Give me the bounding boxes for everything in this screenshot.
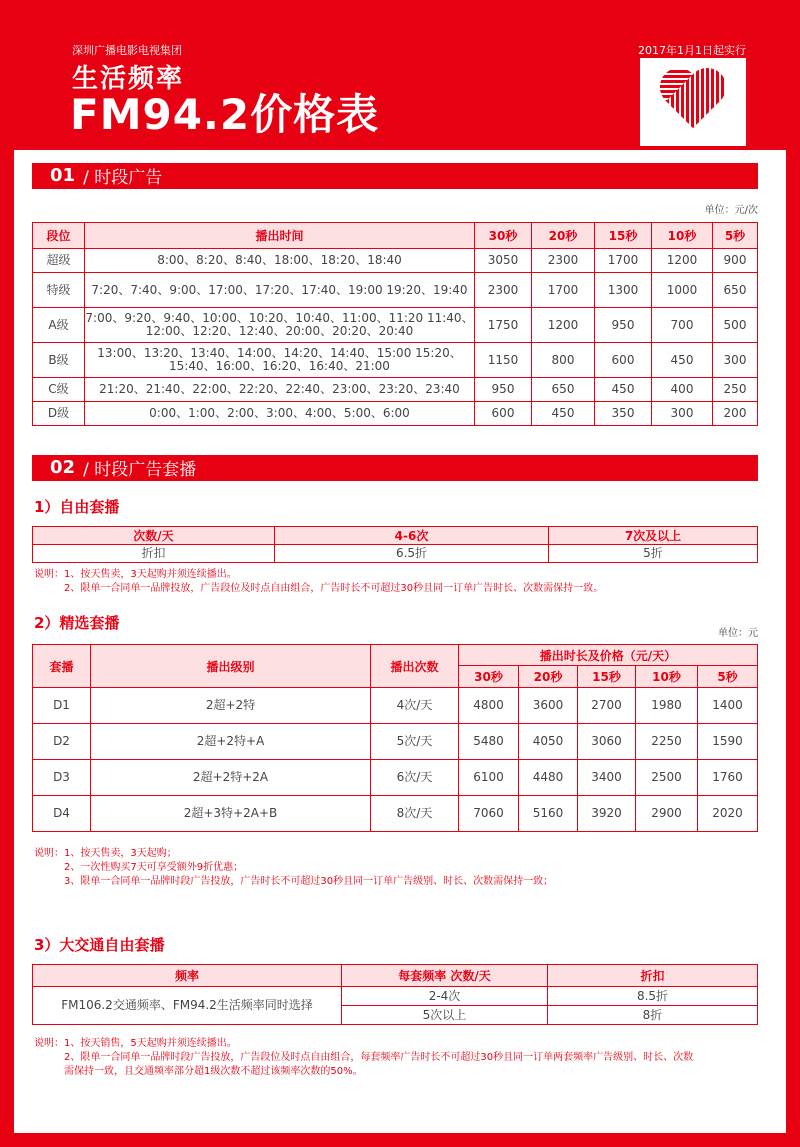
table-row	[33, 249, 758, 273]
section-02-bar	[32, 455, 758, 479]
table-cell: 2020	[698, 796, 758, 832]
table-cell: 2250	[636, 724, 698, 760]
table-header: 播出时间	[85, 223, 475, 249]
table-cell: 5次以上	[342, 1006, 548, 1025]
table-cell: 3060	[578, 724, 636, 760]
table-header: 20秒	[519, 666, 578, 688]
table-header: 20秒	[532, 223, 595, 249]
table-cell: 300	[652, 402, 713, 426]
table-header: 30秒	[459, 666, 519, 688]
table-header: 30秒	[475, 223, 532, 249]
traffic-package-notes	[34, 1037, 693, 1079]
table-cell: 8次/天	[371, 796, 459, 832]
table-header: 折扣	[548, 965, 758, 987]
table-cell: 800	[532, 343, 595, 378]
note-line: 2、限单一合同单一品牌时段广告投放，广告段位及时点自由组合，每套频率广告时长不可超过30秒且同一订单两套频率广告级别、时长、次数	[64, 1052, 694, 1063]
table-cell: 1760	[698, 760, 758, 796]
header-banner	[14, 0, 786, 150]
table-row	[33, 688, 758, 724]
table-cell: 450	[652, 343, 713, 378]
table-cell: 950	[475, 378, 532, 402]
table-cell: 3600	[519, 688, 578, 724]
table-cell: 1590	[698, 724, 758, 760]
table-row	[33, 402, 758, 426]
table-cell: 7060	[459, 796, 519, 832]
table-cell: 4050	[519, 724, 578, 760]
table-cell: 3050	[475, 249, 532, 273]
table-cell: FM106.2交通频率、FM94.2生活频率同时选择	[33, 987, 342, 1025]
table-header: 播出次数	[371, 645, 459, 688]
table-cell: 250	[713, 378, 758, 402]
table-cell: 6100	[459, 760, 519, 796]
table-header: 15秒	[595, 223, 652, 249]
select-package-heading: 2）精选套播	[34, 614, 120, 632]
table-header: 频率	[33, 965, 342, 987]
section-number: 01	[50, 164, 76, 186]
slot-price-table	[32, 222, 758, 426]
section-number: 02	[50, 456, 76, 478]
table-cell: 700	[652, 308, 713, 343]
table-header: 每套频率 次数/天	[342, 965, 548, 987]
table-cell: 4次/天	[371, 688, 459, 724]
table-cell: 1980	[636, 688, 698, 724]
section-01-bar	[32, 163, 758, 187]
table-cell: 8:00、8:20、8:40、18:00、18:20、18:40	[85, 249, 475, 273]
table-cell: 4480	[519, 760, 578, 796]
table-cell: D3	[33, 760, 91, 796]
table-cell: 5480	[459, 724, 519, 760]
note-line: 说明：1、按天售卖，3天起购；	[34, 848, 177, 859]
free-package-notes	[34, 568, 603, 596]
table-cell: 1200	[532, 308, 595, 343]
table-cell: 2500	[636, 760, 698, 796]
free-package-table	[32, 526, 758, 563]
table-cell: 6次/天	[371, 760, 459, 796]
select-package-notes	[34, 847, 553, 889]
table-cell: D2	[33, 724, 91, 760]
table-cell: D4	[33, 796, 91, 832]
table-header: 播出级别	[91, 645, 371, 688]
table-cell: B级	[33, 343, 85, 378]
table-cell: 2超+2特	[91, 688, 371, 724]
qr-code-icon	[640, 58, 746, 146]
table-header: 5秒	[698, 666, 758, 688]
table-header: 7次及以上	[549, 527, 758, 545]
table-cell: 2超+2特+2A	[91, 760, 371, 796]
table-header: 10秒	[636, 666, 698, 688]
table-header: 10秒	[652, 223, 713, 249]
table-cell: 5次/天	[371, 724, 459, 760]
section-title: / 时段广告	[83, 167, 163, 188]
table-cell: D级	[33, 402, 85, 426]
table-cell: 450	[532, 402, 595, 426]
table-cell: 7:20、7:40、9:00、17:00、17:20、17:40、19:00 19:20、19:40	[85, 273, 475, 308]
note-line: 说明：1、按天售卖，3天起购并须连续播出。	[34, 569, 237, 580]
table-row	[33, 343, 758, 378]
table-cell: 400	[652, 378, 713, 402]
table-cell: C级	[33, 378, 85, 402]
table-cell: 4800	[459, 688, 519, 724]
select-package-table	[32, 644, 758, 832]
table-cell: 0:00、1:00、2:00、3:00、4:00、5:00、6:00	[85, 402, 475, 426]
table-cell: 8.5折	[548, 987, 758, 1006]
table-header: 套播	[33, 645, 91, 688]
note-line: 2、一次性购买7天可享受额外9折优惠；	[64, 862, 244, 873]
unit-label: 单位：元/次	[704, 205, 758, 216]
table-cell: 650	[532, 378, 595, 402]
section-title: / 时段广告套播	[83, 459, 197, 480]
table-header: 播出时长及价格（元/天）	[459, 645, 758, 666]
table-header: 次数/天	[33, 527, 275, 545]
table-cell: 1700	[595, 249, 652, 273]
table-cell: 900	[713, 249, 758, 273]
unit-label: 单位：元	[718, 628, 758, 639]
table-cell: 5160	[519, 796, 578, 832]
effective-date: 2017年1月1日起实行	[638, 44, 746, 57]
table-cell: 1750	[475, 308, 532, 343]
table-cell: 6.5折	[275, 545, 549, 563]
divider	[32, 187, 758, 189]
table-row	[33, 308, 758, 343]
note-line: 2、限单一合同单一品牌投放，广告段位及时点自由组合，广告时长不可超过30秒且同一订单广告时长、次数需保持一致。	[64, 583, 604, 594]
table-cell: 600	[595, 343, 652, 378]
table-cell: 1200	[652, 249, 713, 273]
table-cell: 500	[713, 308, 758, 343]
channel-name: 生活频率	[72, 64, 185, 94]
table-cell: 200	[713, 402, 758, 426]
table-cell: 2900	[636, 796, 698, 832]
table-cell: 650	[713, 273, 758, 308]
note-line: 说明：1、按天销售，5天起购并须连续播出。	[34, 1038, 237, 1049]
table-cell: 2300	[532, 249, 595, 273]
table-cell: D1	[33, 688, 91, 724]
table-row	[33, 378, 758, 402]
free-package-heading: 1）自由套播	[34, 498, 120, 516]
table-header: 5秒	[713, 223, 758, 249]
table-cell: 1400	[698, 688, 758, 724]
table-header: 4-6次	[275, 527, 549, 545]
table-cell: 2超+2特+A	[91, 724, 371, 760]
table-row	[33, 273, 758, 308]
table-cell: 2700	[578, 688, 636, 724]
table-cell: 折扣	[33, 545, 275, 563]
table-header: 段位	[33, 223, 85, 249]
table-cell: 超级	[33, 249, 85, 273]
table-row	[33, 796, 758, 832]
table-cell: 5折	[549, 545, 758, 563]
divider	[32, 479, 758, 481]
table-cell: 1150	[475, 343, 532, 378]
table-header: 15秒	[578, 666, 636, 688]
table-cell: 1000	[652, 273, 713, 308]
table-cell: 1700	[532, 273, 595, 308]
table-cell: 8折	[548, 1006, 758, 1025]
table-cell: A级	[33, 308, 85, 343]
table-cell: 350	[595, 402, 652, 426]
table-cell: 21:20、21:40、22:00、22:20、22:40、23:00、23:20、23:40	[85, 378, 475, 402]
table-cell: 600	[475, 402, 532, 426]
company-name: 深圳广播电影电视集团	[72, 44, 182, 57]
table-cell: 3920	[578, 796, 636, 832]
table-cell: 7:00、9:20、9:40、10:00、10:20、10:40、11:00、11:20 11:40、12:00、12:20、12:40、20:00、20:20、20:40	[85, 308, 475, 343]
table-cell: 2超+3特+2A+B	[91, 796, 371, 832]
table-cell: 300	[713, 343, 758, 378]
traffic-package-table	[32, 964, 758, 1025]
table-cell: 13:00、13:20、13:40、14:00、14:20、14:40、15:00 15:20、15:40、16:00、16:20、16:40、21:00	[85, 343, 475, 378]
table-row	[33, 724, 758, 760]
note-line: 需保持一致，且交通频率部分超1级次数不超过该频率次数的50%。	[64, 1066, 363, 1077]
table-cell: 1300	[595, 273, 652, 308]
table-cell: 特级	[33, 273, 85, 308]
table-cell: 2300	[475, 273, 532, 308]
page-title: FM94.2价格表	[70, 90, 380, 139]
traffic-package-heading: 3）大交通自由套播	[34, 936, 165, 954]
table-cell: 450	[595, 378, 652, 402]
note-line: 3、限单一合同单一品牌时段广告投放，广告时长不可超过30秒且同一订单广告级别、时长、次数需保持一致；	[64, 876, 554, 887]
table-cell: 3400	[578, 760, 636, 796]
table-cell: 950	[595, 308, 652, 343]
table-cell: 2-4次	[342, 987, 548, 1006]
table-row	[33, 760, 758, 796]
